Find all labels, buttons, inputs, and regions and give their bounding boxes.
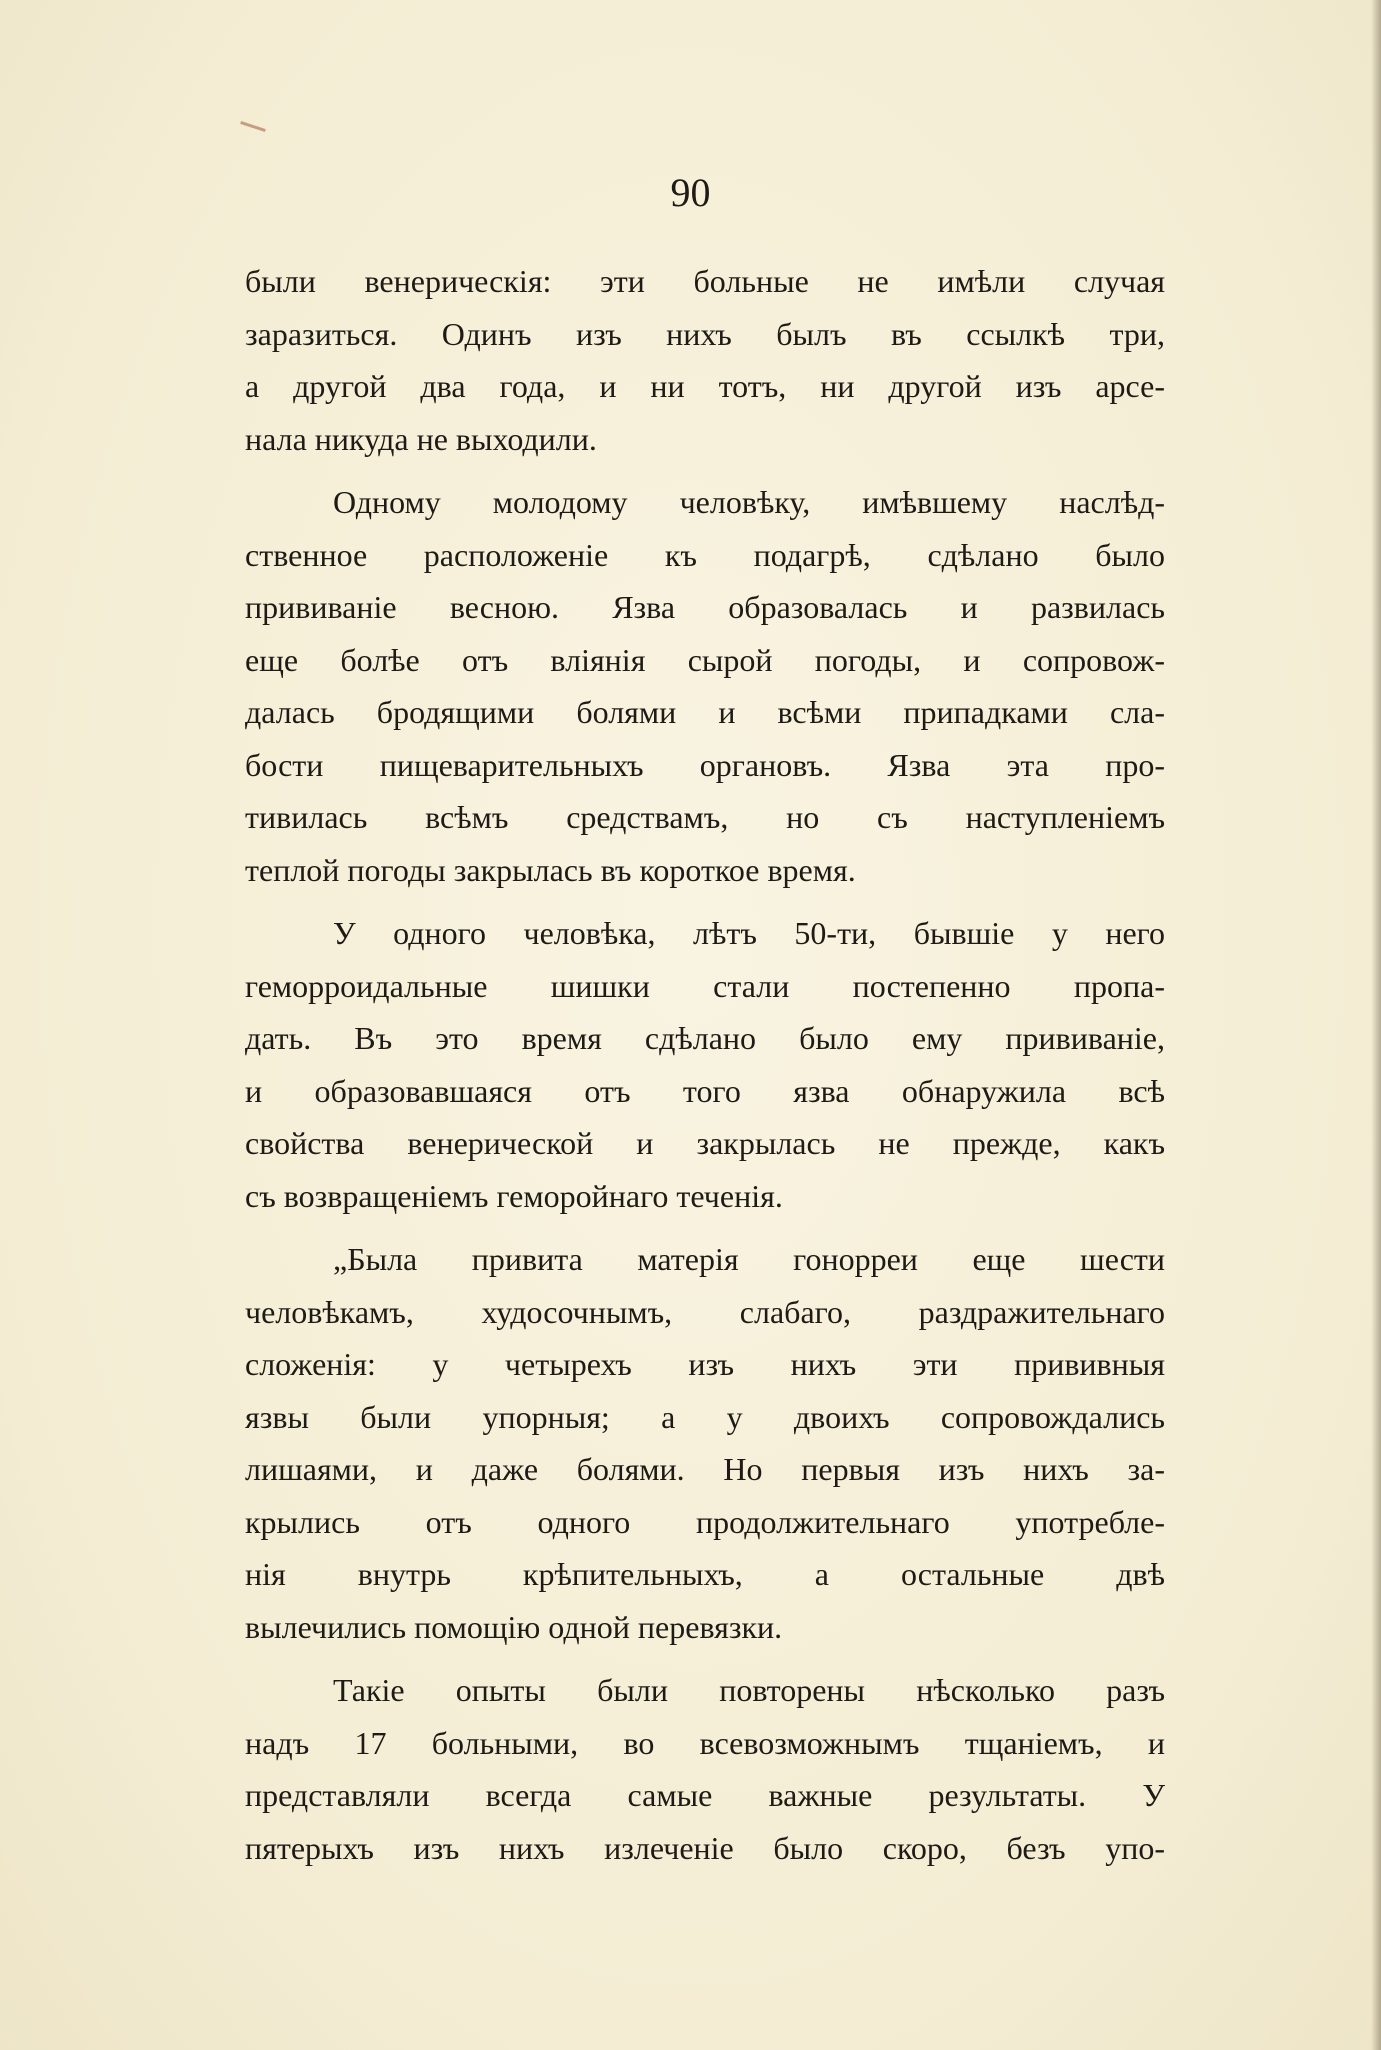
text-line: далась бродящими болями и всѣми припадками сла-	[245, 694, 1165, 730]
text-line: еще болѣе отъ вліянія сырой погоды, и сопровож-	[245, 641, 1165, 678]
text-line: тивилась всѣмъ средствамъ, но съ наступленіемъ	[245, 799, 1165, 835]
text-line: бости пищеварительныхъ органовъ. Язва эта про-	[245, 746, 1165, 783]
text-line: вылечились помощію одной перевязки.	[245, 1608, 783, 1645]
text-line: прививаніе весною. Язва образовалась и развилась	[245, 589, 1165, 625]
paragraph-1	[245, 255, 1165, 465]
text-line: свойства венерической и закрылась не прежде, какъ	[245, 1125, 1165, 1161]
text-line: Одному молодому человѣку, имѣвшему наслѣд-	[333, 484, 1165, 520]
text-line: пятерыхъ изъ нихъ излеченіе было скоро, безъ упо-	[245, 1829, 1165, 1866]
text-line: крылись отъ одного продолжительнаго употребле-	[245, 1503, 1165, 1540]
paragraph-2	[245, 476, 1165, 896]
ink-mark	[240, 121, 266, 132]
text-line: теплой погоды закрылась въ короткое время.	[245, 851, 856, 888]
text-line: Такіе опыты были повторены нѣсколько разъ	[333, 1672, 1165, 1708]
paragraph-4	[245, 1233, 1165, 1653]
text-line: а другой два года, и ни тотъ, ни другой изъ арсе-	[245, 368, 1165, 404]
text-line: сложенія: у четырехъ изъ нихъ эти прививныя	[245, 1346, 1165, 1382]
text-line: ственное расположеніе къ подагрѣ, сдѣлано было	[245, 536, 1165, 573]
text-line: были венерическія: эти больные не имѣли случая	[245, 263, 1165, 299]
text-line: нала никуда не выходили.	[245, 420, 597, 457]
text-line: нія внутрь крѣпительныхъ, а остальные двѣ	[245, 1556, 1165, 1592]
text-line: язвы были упорныя; а у двоихъ сопровождались	[245, 1398, 1165, 1435]
text-line: дать. Въ это время сдѣлано было ему прививаніе,	[245, 1020, 1165, 1056]
page-number: 90	[670, 170, 711, 215]
text-line: надъ 17 больными, во всевозможнымъ тщаніемъ, и	[245, 1724, 1165, 1761]
paragraph-3	[245, 907, 1165, 1222]
text-line: У одного человѣка, лѣтъ 50-ти, бывшіе у него	[333, 915, 1165, 951]
text-block	[245, 255, 1165, 1874]
text-line: представляли всегда самые важные результаты. У	[245, 1777, 1165, 1813]
text-line: заразиться. Одинъ изъ нихъ былъ въ ссылкѣ три,	[245, 315, 1165, 352]
text-line: съ возвращеніемъ геморойнаго теченія.	[245, 1177, 783, 1214]
paragraph-5	[245, 1664, 1165, 1874]
text-line: и образовавшаяся отъ того язва обнаружила всѣ	[245, 1072, 1165, 1109]
text-line: лишаями, и даже болями. Но первыя изъ нихъ за-	[245, 1451, 1165, 1487]
text-line: „Была привита матерія гонорреи еще шести	[333, 1241, 1165, 1277]
text-line: геморроидальные шишки стали постепенно пропа-	[245, 967, 1165, 1004]
text-line: человѣкамъ, худосочнымъ, слабаго, раздражительнаго	[245, 1293, 1165, 1330]
page-edge-shadow	[1371, 0, 1381, 2050]
